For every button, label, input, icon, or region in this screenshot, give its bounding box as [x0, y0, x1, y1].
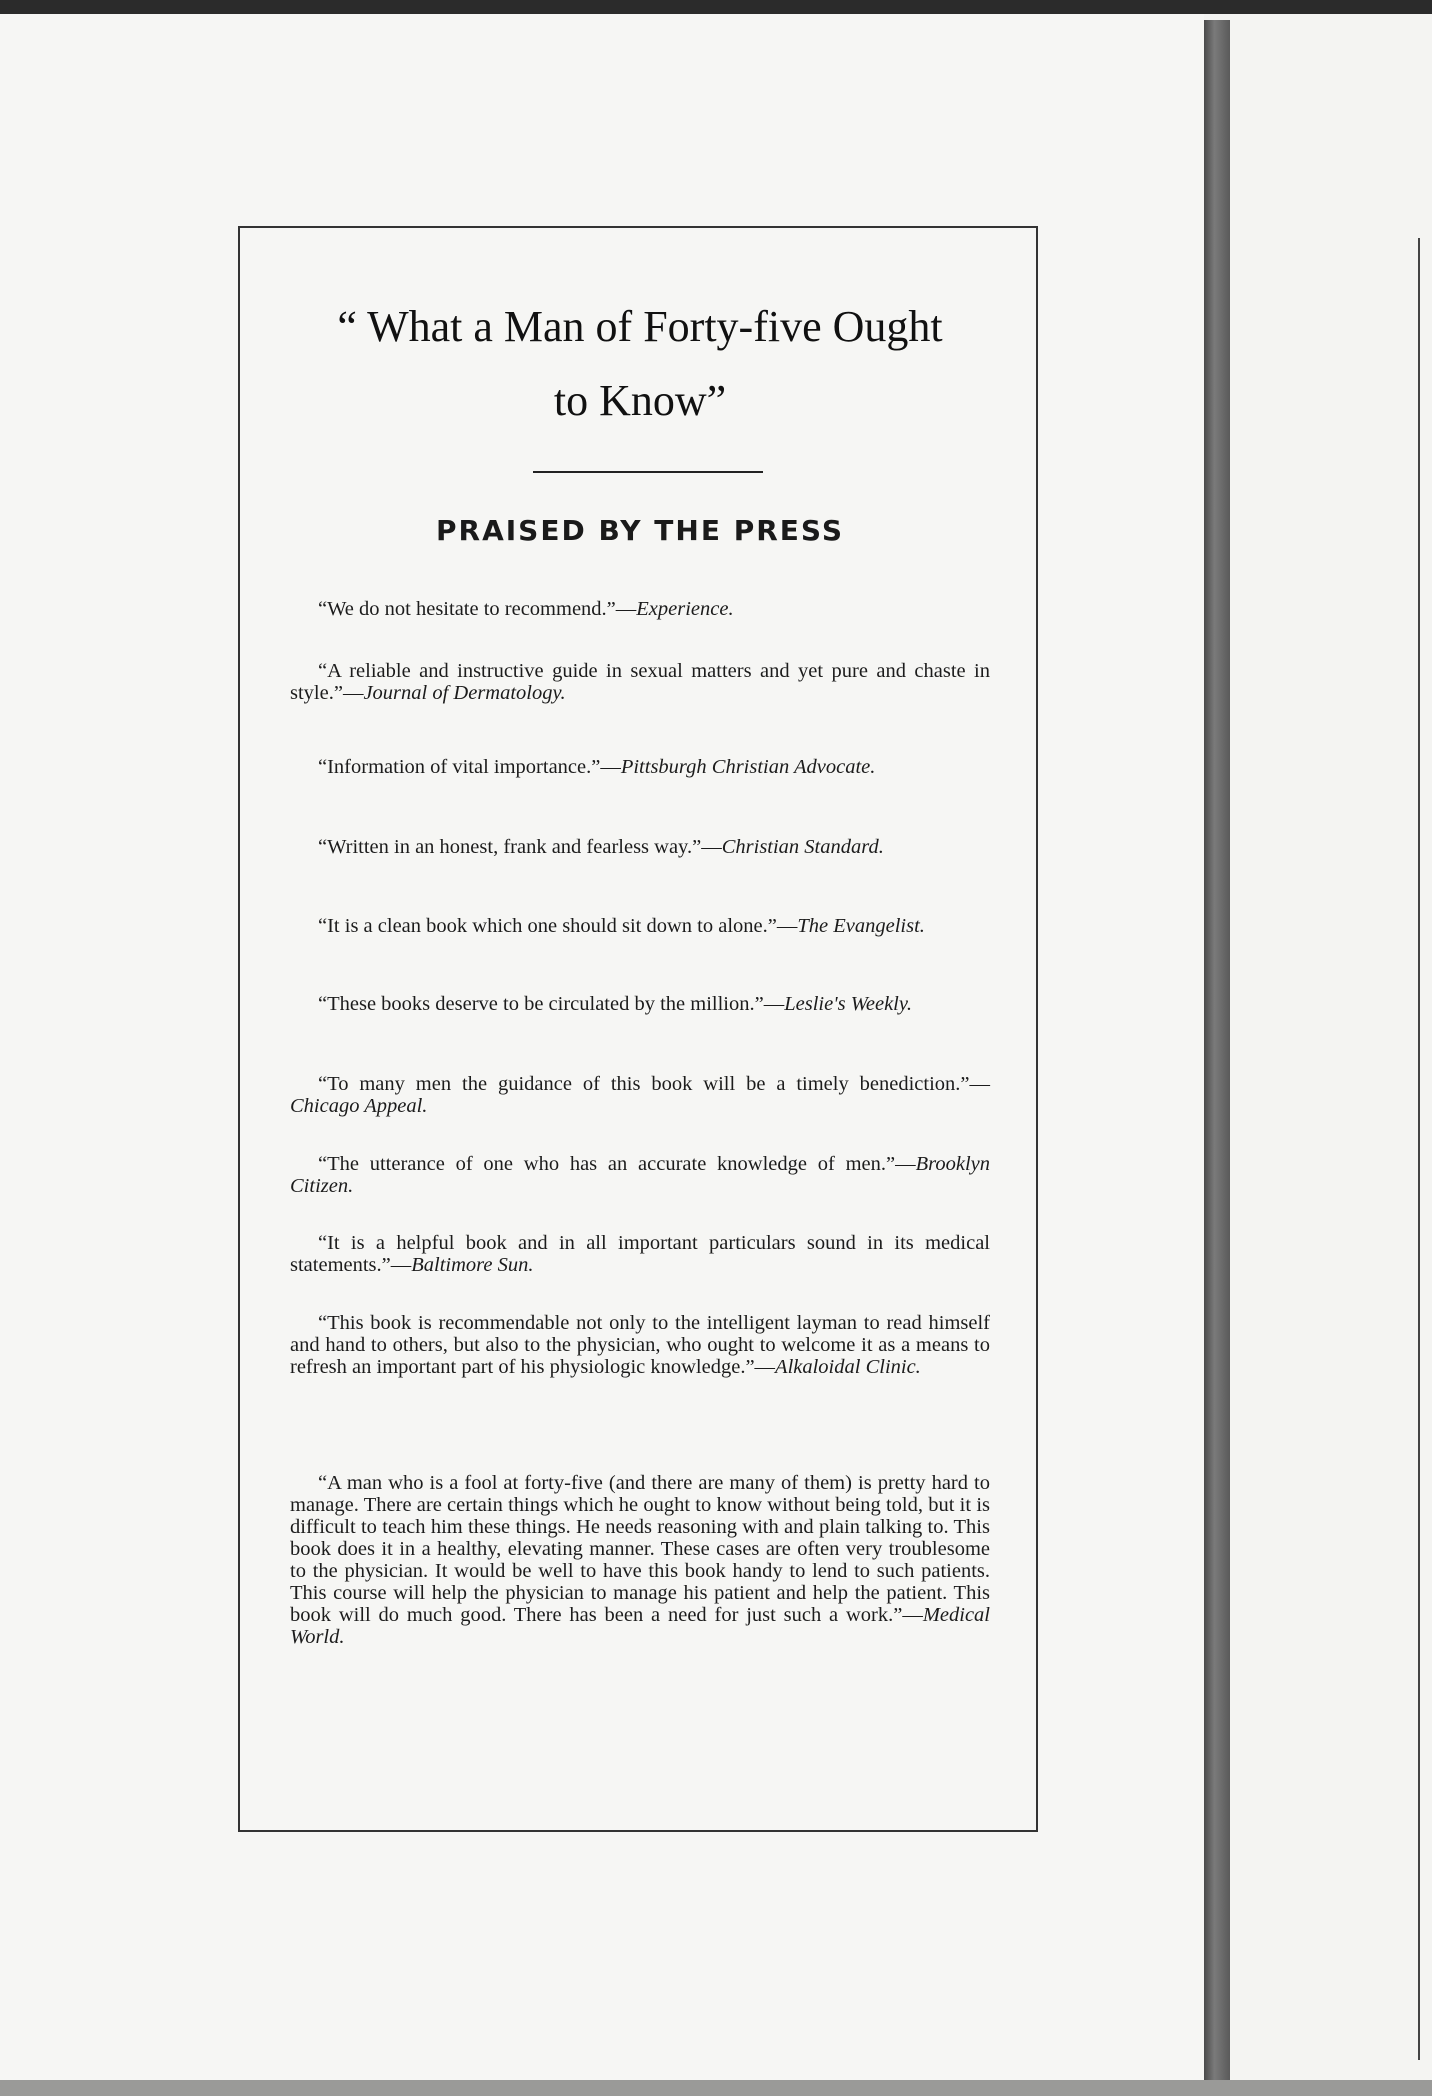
- quote-source: Experience.: [636, 598, 734, 620]
- quote-source: Alkaloidal Clinic.: [775, 1356, 921, 1378]
- press-quote: “A man who is a fool at forty-five (and there are many of them) is pretty hard to manage. There are certain things which he ought to know without being told, but it is difficult to teach him these things. He needs reasoning with and plain talking to. This book does it in a healthy, elevating manner. These cases are often very troublesome to the physician. It would be well to have this book handy to lend to such patients. This course will help the physician to manage his patient and help the patient. This book will do much good. There has been a need for just such a work.”—Medical World.: [290, 1472, 990, 1648]
- press-quote: “Written in an honest, frank and fearless way.”—Christian Standard.: [318, 836, 884, 858]
- press-quote: “The utterance of one who has an accurate knowledge of men.”—Brooklyn Citizen.: [290, 1153, 990, 1197]
- quote-source: Christian Standard.: [721, 836, 884, 858]
- press-quote: “To many men the guidance of this book will be a timely benediction.”—Chicago Appeal.: [290, 1073, 990, 1117]
- press-quote: “It is a helpful book and in all important particulars sound in its medical statements.”—Baltimore Sun.: [290, 1232, 990, 1276]
- quote-source: Brooklyn Citizen.: [290, 1153, 990, 1197]
- right-page: [1230, 14, 1432, 2080]
- book-title: [255, 290, 1025, 438]
- press-quote: “It is a clean book which one should sit down to alone.”—The Evangelist.: [318, 915, 925, 937]
- right-page-frame-edge: [1418, 238, 1420, 2060]
- press-quote: “A reliable and instructive guide in sexual matters and yet pure and chaste in style.”—Journal of Dermatology.: [290, 660, 990, 704]
- quote-source: Baltimore Sun.: [411, 1254, 534, 1276]
- quote-source: Leslie's Weekly.: [784, 993, 912, 1015]
- press-quote: “We do not hesitate to recommend.”—Experience.: [318, 598, 734, 620]
- press-quote: “Information of vital importance.”—Pittsburgh Christian Advocate.: [318, 756, 876, 778]
- scan-bottom-edge: [0, 2080, 1432, 2096]
- book-spine: [1204, 20, 1230, 2080]
- press-quote: “This book is recommendable not only to the intelligent layman to read himself and hand to others, but also to the physician, who ought to welcome it as a means to refresh an important part of his physiologic knowledge.”—Alkaloidal Clinic.: [290, 1312, 990, 1378]
- quote-source: Chicago Appeal.: [290, 1095, 428, 1117]
- quote-source: Pittsburgh Christian Advocate.: [620, 756, 876, 778]
- title-line-2: to Know”: [553, 376, 727, 425]
- title-divider: [533, 471, 763, 473]
- section-heading: PRAISED BY THE PRESS: [436, 514, 844, 547]
- title-line-1: “ What a Man of Forty-five Ought: [337, 302, 943, 351]
- scan-top-edge: [0, 0, 1432, 14]
- press-quote: “These books deserve to be circulated by the million.”—Leslie's Weekly.: [318, 993, 912, 1015]
- quote-source: Journal of Dermatology.: [363, 682, 566, 704]
- quote-source: The Evangelist.: [797, 915, 925, 937]
- quote-source: Medical World.: [290, 1604, 990, 1648]
